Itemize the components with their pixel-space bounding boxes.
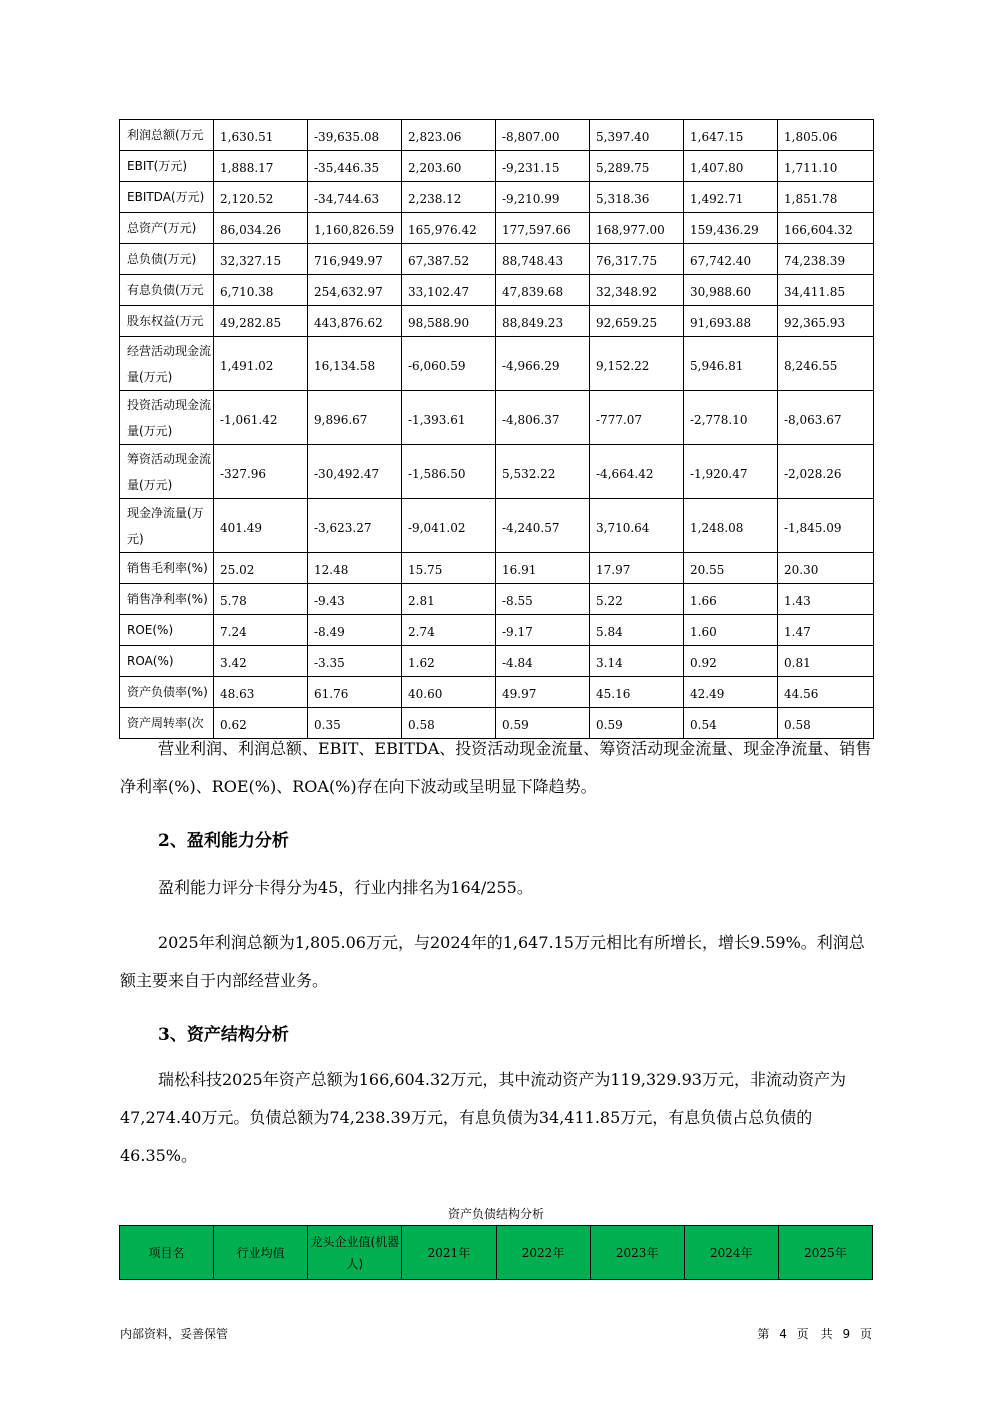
table-cell: 98,588.90 (402, 306, 496, 337)
row-label: 筹资活动现金流量(万元) (120, 445, 214, 499)
table-cell: 2,238.12 (402, 182, 496, 213)
table-cell: 9,152.22 (590, 337, 684, 391)
table-cell: 76,317.75 (590, 244, 684, 275)
table-cell: -8.49 (308, 615, 402, 646)
table-cell: 6,710.38 (214, 275, 308, 306)
table-cell: 34,411.85 (778, 275, 874, 306)
table-cell: -9,210.99 (496, 182, 590, 213)
balance-structure-table (119, 1225, 873, 1280)
financial-table-body (120, 120, 874, 739)
table-cell: 40.60 (402, 677, 496, 708)
table-cell: 20.30 (778, 553, 874, 584)
table-cell: 2,120.52 (214, 182, 308, 213)
table-cell: 17.97 (590, 553, 684, 584)
table-cell: -2,778.10 (684, 391, 778, 445)
row-label: 现金净流量(万元) (120, 499, 214, 553)
table-cell: 5.78 (214, 584, 308, 615)
table-cell: 0.35 (308, 708, 402, 739)
table-cell: 1,888.17 (214, 151, 308, 182)
row-label: 利润总额(万元 (120, 120, 214, 151)
row-label: 股东权益(万元 (120, 306, 214, 337)
row-label: ROA(%) (120, 646, 214, 677)
table-row (120, 584, 874, 615)
table-cell: 5,946.81 (684, 337, 778, 391)
table-cell: -9,041.02 (402, 499, 496, 553)
table-cell: 1.60 (684, 615, 778, 646)
table-cell: 1,407.80 (684, 151, 778, 182)
table-cell: 92,365.93 (778, 306, 874, 337)
table-cell: 5,318.36 (590, 182, 684, 213)
table-cell: -8,807.00 (496, 120, 590, 151)
table-cell: -4,966.29 (496, 337, 590, 391)
table-cell: 5,532.22 (496, 445, 590, 499)
row-label: 资产周转率(次 (120, 708, 214, 739)
table-cell: 45.16 (590, 677, 684, 708)
page-prefix: 第 (757, 1327, 770, 1341)
table-cell: 88,849.23 (496, 306, 590, 337)
table-cell: 401.49 (214, 499, 308, 553)
page-mid: 页 共 (796, 1327, 833, 1341)
table-cell: 16,134.58 (308, 337, 402, 391)
table-cell: 165,976.42 (402, 213, 496, 244)
row-label: ROE(%) (120, 615, 214, 646)
table-cell: 159,436.29 (684, 213, 778, 244)
table-cell: 1,711.10 (778, 151, 874, 182)
table-cell: 1,248.08 (684, 499, 778, 553)
table-cell: 1,492.71 (684, 182, 778, 213)
table-cell: 1,851.78 (778, 182, 874, 213)
table-cell: -777.07 (590, 391, 684, 445)
table-cell: 168,977.00 (590, 213, 684, 244)
table-cell: 1,647.15 (684, 120, 778, 151)
table-cell: -4,664.42 (590, 445, 684, 499)
table-cell: 86,034.26 (214, 213, 308, 244)
table-cell: 3,710.64 (590, 499, 684, 553)
section-2-heading: 2、盈利能力分析 (158, 831, 289, 851)
table-cell: -30,492.47 (308, 445, 402, 499)
table-cell: 5.22 (590, 584, 684, 615)
table-cell: 15.75 (402, 553, 496, 584)
table-cell: 1.62 (402, 646, 496, 677)
table-cell: 1,491.02 (214, 337, 308, 391)
table-cell: -34,744.63 (308, 182, 402, 213)
table-cell: 16.91 (496, 553, 590, 584)
header-leader-value: 龙头企业值(机器人) (308, 1226, 402, 1280)
table-row (120, 646, 874, 677)
table-cell: 32,327.15 (214, 244, 308, 275)
footer-confidential-note: 内部资料，妥善保管 (120, 1327, 229, 1341)
row-label: 投资活动现金流量(万元) (120, 391, 214, 445)
table-cell: 42.49 (684, 677, 778, 708)
section-3-paragraph-1: 瑞松科技2025年资产总额为166,604.32万元，其中流动资产为119,329.93万元，非流动资产为47,274.40万元。负债总额为74,238.39万元，有息负债为34,411.85万元，有息负债占总负债的46.35%。 (120, 1070, 846, 1165)
table-row (120, 677, 874, 708)
row-label: EBITDA(万元) (120, 182, 214, 213)
table-cell: 12.48 (308, 553, 402, 584)
row-label: 总负债(万元) (120, 244, 214, 275)
table-cell: 74,238.39 (778, 244, 874, 275)
header-2024: 2024年 (684, 1226, 778, 1280)
table-row (120, 445, 874, 499)
table-cell: 92,659.25 (590, 306, 684, 337)
table-cell: 2.74 (402, 615, 496, 646)
table-cell: 3.14 (590, 646, 684, 677)
table-cell: 91,693.88 (684, 306, 778, 337)
row-label: EBIT(万元) (120, 151, 214, 182)
table-cell: 1.47 (778, 615, 874, 646)
row-label: 总资产(万元) (120, 213, 214, 244)
table-cell: -1,920.47 (684, 445, 778, 499)
table-row (120, 615, 874, 646)
table-cell: 0.62 (214, 708, 308, 739)
table-row (120, 120, 874, 151)
table-cell: -6,060.59 (402, 337, 496, 391)
table-cell: 67,387.52 (402, 244, 496, 275)
footer-page-number (757, 1325, 872, 1342)
table-cell: 716,949.97 (308, 244, 402, 275)
table-cell: 0.59 (496, 708, 590, 739)
table-cell: 1.66 (684, 584, 778, 615)
table-cell: 32,348.92 (590, 275, 684, 306)
table-cell: -9,231.15 (496, 151, 590, 182)
table-row (120, 151, 874, 182)
table-cell: -8,063.67 (778, 391, 874, 445)
section-2-paragraph-1: 盈利能力评分卡得分为45，行业内排名为164/255。 (158, 878, 533, 897)
table-cell: 177,597.66 (496, 213, 590, 244)
table-cell: 9,896.67 (308, 391, 402, 445)
table-row (120, 337, 874, 391)
header-2022: 2022年 (496, 1226, 590, 1280)
table-cell: 49,282.85 (214, 306, 308, 337)
table-cell: 2,203.60 (402, 151, 496, 182)
table-cell: 0.92 (684, 646, 778, 677)
table-cell: 5,397.40 (590, 120, 684, 151)
table-cell: 5.84 (590, 615, 684, 646)
table-cell: 0.81 (778, 646, 874, 677)
table-cell: 1,630.51 (214, 120, 308, 151)
balance-table-caption: 资产负债结构分析 (447, 1207, 544, 1221)
table-cell: 443,876.62 (308, 306, 402, 337)
table-cell: 48.63 (214, 677, 308, 708)
table-cell: 0.58 (778, 708, 874, 739)
table-cell: 8,246.55 (778, 337, 874, 391)
table-cell: 254,632.97 (308, 275, 402, 306)
table-cell: 25.02 (214, 553, 308, 584)
table-cell: -2,028.26 (778, 445, 874, 499)
table-cell: -4,240.57 (496, 499, 590, 553)
header-industry-average: 行业均值 (214, 1226, 308, 1280)
table-cell: -4.84 (496, 646, 590, 677)
row-label: 销售毛利率(%) (120, 553, 214, 584)
table-cell: -4,806.37 (496, 391, 590, 445)
table-cell: 0.58 (402, 708, 496, 739)
table-cell: -9.17 (496, 615, 590, 646)
section-3-heading: 3、资产结构分析 (158, 1025, 289, 1045)
table-cell: 33,102.47 (402, 275, 496, 306)
page-suffix: 页 (859, 1327, 872, 1341)
table-cell: 30,988.60 (684, 275, 778, 306)
table-cell: -9.43 (308, 584, 402, 615)
table-row (120, 275, 874, 306)
table-cell: 3.42 (214, 646, 308, 677)
table-cell: 67,742.40 (684, 244, 778, 275)
table-cell: 61.76 (308, 677, 402, 708)
page-total: 9 (842, 1327, 851, 1341)
table-cell: -1,845.09 (778, 499, 874, 553)
table-cell: -1,586.50 (402, 445, 496, 499)
header-item-name: 项目名 (120, 1226, 214, 1280)
financial-indicators-table (119, 119, 874, 739)
table-row (120, 499, 874, 553)
section-2-paragraph-2: 2025年利润总额为1,805.06万元，与2024年的1,647.15万元相比有所增长，增长9.59%。利润总额主要来自于内部经营业务。 (120, 933, 865, 990)
table-row (120, 244, 874, 275)
table-cell: 2.81 (402, 584, 496, 615)
table-cell: -3.35 (308, 646, 402, 677)
table-cell: -1,061.42 (214, 391, 308, 445)
header-2021: 2021年 (402, 1226, 496, 1280)
row-label: 有息负债(万元 (120, 275, 214, 306)
table-cell: 88,748.43 (496, 244, 590, 275)
table-cell: 20.55 (684, 553, 778, 584)
table-cell: 7.24 (214, 615, 308, 646)
table-cell: -39,635.08 (308, 120, 402, 151)
table-cell: 1,160,826.59 (308, 213, 402, 244)
table-cell: 0.54 (684, 708, 778, 739)
table-cell: -327.96 (214, 445, 308, 499)
table-cell: -3,623.27 (308, 499, 402, 553)
table-cell: 5,289.75 (590, 151, 684, 182)
trend-paragraph: 营业利润、利润总额、EBIT、EBITDA、投资活动现金流量、筹资活动现金流量、现金净流量、销售净利率(%)、ROE(%)、ROA(%)存在向下波动或呈明显下降趋势。 (120, 739, 872, 796)
table-row (120, 306, 874, 337)
table-cell: -35,446.35 (308, 151, 402, 182)
table-cell: 0.59 (590, 708, 684, 739)
table-row (120, 213, 874, 244)
table-cell: 47,839.68 (496, 275, 590, 306)
table-cell: -8.55 (496, 584, 590, 615)
table-cell: 1.43 (778, 584, 874, 615)
page-current: 4 (779, 1327, 787, 1341)
row-label: 销售净利率(%) (120, 584, 214, 615)
row-label: 经营活动现金流量(万元) (120, 337, 214, 391)
header-2025: 2025年 (778, 1226, 872, 1280)
table-cell: 44.56 (778, 677, 874, 708)
header-2023: 2023年 (590, 1226, 684, 1280)
table-cell: 1,805.06 (778, 120, 874, 151)
table-cell: 49.97 (496, 677, 590, 708)
table-row (120, 553, 874, 584)
table-row (120, 391, 874, 445)
table-cell: 166,604.32 (778, 213, 874, 244)
balance-table-header-row (120, 1226, 873, 1280)
row-label: 资产负债率(%) (120, 677, 214, 708)
table-cell: 2,823.06 (402, 120, 496, 151)
table-row (120, 182, 874, 213)
table-cell: -1,393.61 (402, 391, 496, 445)
